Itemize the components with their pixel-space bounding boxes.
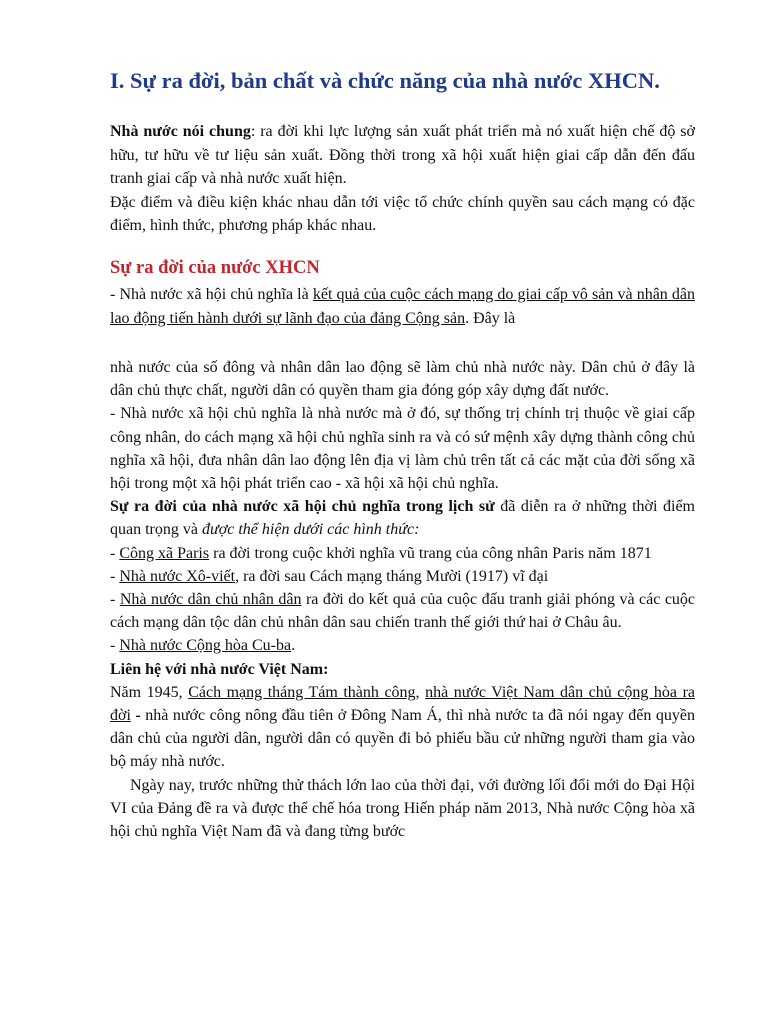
sub-heading: Sự ra đời của nước XHCN: [110, 258, 320, 278]
birth-paragraph-3: - Nhà nước xã hội chủ nghĩa là nhà nước mà ở đó, sự thống trị chính trị thuộc về giai cấp công nhân, do cách mạng xã hội chủ nghĩa sinh ra và có sứ mệnh xây dựng thành công chủ nghĩa xã hội, đưa nhân dân lao động lên địa vị làm chủ trên tất cả các mặt của đời sống xã hội trong một xã hội phát triển cao - xã hội xã hội chủ nghĩa.: [110, 405, 695, 493]
vietnam-heading: Liên hệ với nhà nước Việt Nam:: [110, 660, 329, 678]
intro-paragraph-1: [110, 120, 695, 191]
intro-text: : ra đời khi lực lượng sản xuất phát triển mà nó xuất hiện chế độ sở hữu, tư hữu về tư liệu sản xuất. Đồng thời trong xã hội xuất hiện giai cấp dẫn đến đấu tranh giai cấp và nhà nước xuất hiện.: [110, 123, 695, 187]
birth-first-paragraph: - Nhà nước xã hội chủ nghĩa là kết quả của cuộc cách mạng do giai cấp vô sản và nhân dân lao động tiến hành dưới sự lãnh đạo của đảng Cộng sản. Đây là: [110, 286, 695, 327]
intro-block: [110, 120, 695, 238]
birth-body: [110, 356, 695, 843]
intro-term: Nhà nước nói chung: [110, 123, 251, 140]
list-item: - Nhà nước Cộng hòa Cu-ba.: [110, 637, 296, 655]
birth-paragraph-2: nhà nước của số đông và nhân dân lao động sẽ làm chủ nhà nước này. Dân chủ ở đây là dân chủ thực chất, người dân có quyền tham gia đóng góp xây dựng đất nước.: [110, 359, 695, 400]
vietnam-paragraph-2: Ngày nay, trước những thử thách lớn lao của thời đại, với đường lối đổi mới do Đại Hội VI của Đảng đề ra và được thể chế hóa trong Hiến pháp năm 2013, Nhà nước Cộng hòa xã hội chủ nghĩa Việt Nam đã và đang từng bước: [110, 776, 695, 841]
underlined-phrase: kết quả của cuộc cách mạng do giai cấp vô sản và nhân dân lao động tiến hành dưới sự lãnh đạo của đảng Cộng sản: [110, 286, 695, 327]
list-item: - Nhà nước dân chủ nhân dân ra đời do kết quả của cuộc đấu tranh giải phóng và các cuộc cách mạng dân tộc dân chủ nhân dân sau chiến tranh thế giới thứ hai ở Châu âu.: [110, 591, 696, 632]
section-heading: I. Sự ra đời, bản chất và chức năng của nhà nước XHCN.: [110, 68, 660, 93]
birth-paragraph-4: Sự ra đời của nhà nước xã hội chủ nghĩa trong lịch sử đã diễn ra ở những thời điểm quan trọng và được thể hiện dưới các hình thức:: [110, 498, 695, 539]
vietnam-paragraph-1: Năm 1945, Cách mạng tháng Tám thành công, nhà nước Việt Nam dân chủ cộng hòa ra đời - nhà nước công nông đầu tiên ở Đông Nam Á, thì nhà nước ta đã nói ngay đến quyền dân chủ của người dân, người dân có quyền đi bỏ phiếu bầu cử những người tham gia vào bộ máy nhà nước.: [110, 683, 696, 771]
intro-paragraph-2: Đặc điểm và điều kiện khác nhau dẫn tới việc tổ chức chính quyền sau cách mạng có đặc điểm, hình thức, phương pháp khác nhau.: [110, 193, 695, 234]
list-item: - Công xã Paris ra đời trong cuộc khởi nghĩa vũ trang của công nhân Paris năm 1871: [110, 544, 652, 562]
list-item: - Nhà nước Xô-viết, ra đời sau Cách mạng tháng Mười (1917) vĩ đại: [110, 567, 549, 585]
